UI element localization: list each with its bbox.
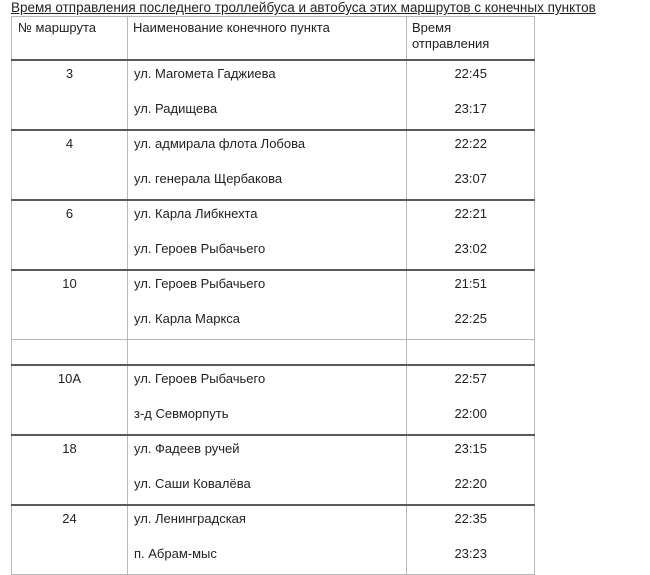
stop-name: ул. Карла Либкнехта [134, 205, 258, 221]
route-number: 10 [12, 270, 128, 340]
departure-time: 23:15 [454, 440, 487, 456]
route-number: 4 [12, 130, 128, 200]
departure-time: 23:17 [454, 100, 487, 116]
table-row [12, 60, 535, 130]
schedule-table [11, 16, 535, 575]
stop-name: ул. генерала Щербакова [134, 170, 283, 186]
stop-cell [128, 60, 407, 130]
stop-name: ул. Ленинградская [134, 510, 246, 526]
table-row [12, 435, 535, 505]
time-cell [407, 270, 535, 340]
empty-cell [12, 339, 128, 365]
stop-name: ул. Магомета Гаджиева [134, 65, 276, 81]
time-cell [407, 130, 535, 200]
table-caption: Время отправления последнего троллейбуса и автобуса этих маршрутов с конечных пунктов [11, 0, 596, 15]
table-row [12, 200, 535, 270]
time-cell [407, 435, 535, 505]
stop-name: ул. Саши Ковалёва [134, 475, 251, 491]
departure-time: 22:22 [454, 135, 487, 151]
route-number: 10А [12, 365, 128, 435]
table-row [12, 130, 535, 200]
table-row [12, 365, 535, 435]
stop-cell [128, 365, 407, 435]
stop-cell [128, 435, 407, 505]
stop-name: ул. Героев Рыбачьего [134, 370, 266, 386]
stop-cell [128, 270, 407, 340]
departure-time: 21:51 [454, 275, 487, 291]
departure-time: 22:35 [454, 510, 487, 526]
time-cell [407, 505, 535, 575]
stop-name: ул. адмирала флота Лобова [134, 135, 306, 151]
stop-name: ул. Фадеев ручей [134, 440, 240, 456]
departure-time: 23:02 [454, 240, 487, 256]
stop-cell [128, 130, 407, 200]
departure-time: 22:00 [454, 405, 487, 421]
departure-time: 22:25 [454, 310, 487, 326]
stop-cell [128, 200, 407, 270]
departure-time: 22:20 [454, 475, 487, 491]
stop-name: з-д Севморпуть [134, 405, 229, 421]
stop-name: ул. Героев Рыбачьего [134, 240, 266, 256]
route-number: 6 [12, 200, 128, 270]
header-route: № маршрута [12, 17, 128, 60]
departure-time: 23:23 [454, 545, 487, 561]
header-stop: Наименование конечного пункта [128, 17, 407, 60]
stop-name: ул. Карла Маркса [134, 310, 241, 326]
header-time [407, 17, 535, 60]
route-number: 18 [12, 435, 128, 505]
time-cell [407, 365, 535, 435]
table-header-row [12, 17, 535, 60]
table-row [12, 270, 535, 340]
stop-name: ул. Радищева [134, 100, 218, 116]
time-cell [407, 200, 535, 270]
departure-time: 23:07 [454, 170, 487, 186]
time-cell [407, 60, 535, 130]
empty-row [12, 339, 535, 365]
empty-cell [128, 339, 407, 365]
stop-cell [128, 505, 407, 575]
header-time-line1: Время [412, 20, 452, 35]
departure-time: 22:57 [454, 370, 487, 386]
empty-cell [407, 339, 535, 365]
route-number: 3 [12, 60, 128, 130]
departure-time: 22:45 [454, 65, 487, 81]
header-time-line2: отправления [412, 36, 490, 51]
route-number: 24 [12, 505, 128, 575]
table-row [12, 505, 535, 575]
stop-name: ул. Героев Рыбачьего [134, 275, 266, 291]
stop-name: п. Абрам-мыс [134, 545, 217, 561]
departure-time: 22:21 [454, 205, 487, 221]
